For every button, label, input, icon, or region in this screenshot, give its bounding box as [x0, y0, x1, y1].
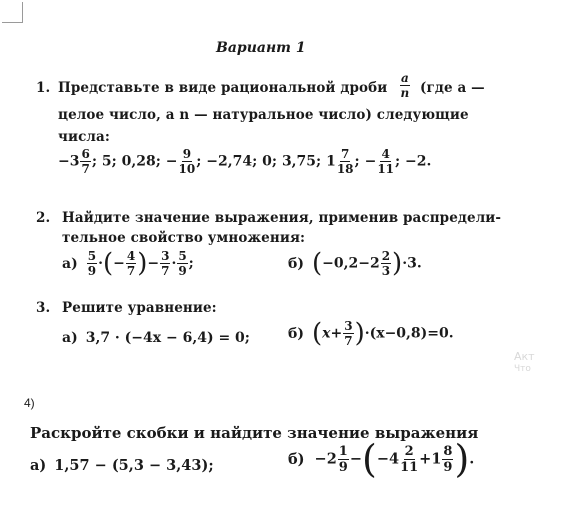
task1-number-list: −3 $\frac{6}{7}$ ; 5; 0,28; − $\frac{9}{10}$ ; −2,74; 0; 3,75; 1 $\frac{7}{18}$ ; − $\frac{4}{11}$ ; −2.: [58, 147, 432, 176]
task4-heading: Раскройте скобки и найдите значение выражения: [30, 424, 479, 442]
window-corner-mark: [2, 2, 23, 23]
task2-number: 2.: [36, 210, 51, 226]
task2-line1: Найдите значение выражения, применив распредели-: [62, 210, 502, 226]
task3-number: 3.: [36, 300, 51, 316]
task4-part-a: а) 1,57 − (5,3 − 3,43);: [30, 457, 214, 474]
task2-part-b: б) (−0,2−2 $\frac{2}{3}$ )·3.: [288, 248, 422, 279]
task1-line3: числа:: [58, 129, 110, 145]
task2-part-a: а) $\frac{5}{9}$ ·(− $\frac{4}{7}$ )− $\frac{3}{7}$ · $\frac{5}{9}$ ;: [62, 248, 194, 279]
task3-part-b: б) (x+ $\frac{3}{7}$ )·(x−0,8)=0.: [288, 318, 454, 349]
task3-part-a: а) 3,7 · (−4x − 6,4) = 0;: [62, 330, 250, 346]
watermark-line1: Акт: [514, 350, 535, 363]
task1-number: 1.: [36, 80, 51, 96]
task4-number: 4): [24, 396, 35, 410]
watermark-line2: Что: [514, 364, 531, 374]
task1-line1: Представьте в виде рациональной дроби: [58, 80, 388, 96]
task1-fraction-a-n: [399, 72, 411, 99]
task4-part-b: б) −2 $\frac{1}{9}$ −(−4 $\frac{2}{11}$ +1 $\frac{8}{9}$ ).: [288, 437, 475, 481]
variant-title: Вариант 1: [216, 40, 306, 56]
task3-line1: Решите уравнение:: [62, 300, 217, 316]
frac-a: a: [401, 71, 409, 85]
task1-line1-tail: (где a —: [420, 80, 485, 96]
task2-line2: тельное свойство умножения:: [62, 230, 306, 246]
task1-line2: целое число, а n — натуральное число) следующие: [58, 107, 469, 123]
frac-n: n: [400, 86, 410, 100]
